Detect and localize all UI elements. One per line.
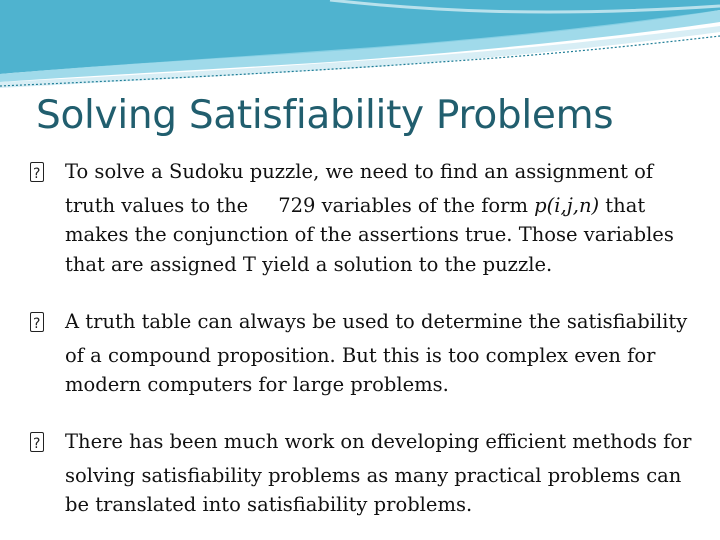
bullet-item-1	[30, 157, 705, 279]
slide-title: Solving Satisfiability Problems	[36, 93, 614, 138]
decorative-wave-header	[0, 0, 720, 92]
bullet-1-variable: p(i,j,n)	[534, 193, 600, 217]
bullet-item-2	[30, 307, 705, 400]
bullet-3-text: There has been much work on developing efficient methods for solving satisfiability problems as many practical problems can be translated into satisfiability problems.	[65, 430, 692, 516]
bullet-1-text-b: 729 variables of the form	[278, 193, 535, 217]
bullet-1-text-a: To solve a Sudoku puzzle, we need to find an assignment of truth values to the	[65, 160, 654, 217]
replacement-character-icon	[30, 427, 65, 461]
bullet-1-text-c: that makes the conjunction of the assertions true. Those variables that are assigned T yield a solution to the puzzle.	[65, 193, 674, 276]
replacement-character-icon	[30, 307, 65, 341]
replacement-character-icon	[30, 157, 65, 191]
bullet-item-3	[30, 427, 705, 520]
bullet-2-text: A truth table can always be used to determine the satisfiability of a compound proposition. But this is too complex even for modern computers for large problems.	[65, 310, 688, 396]
